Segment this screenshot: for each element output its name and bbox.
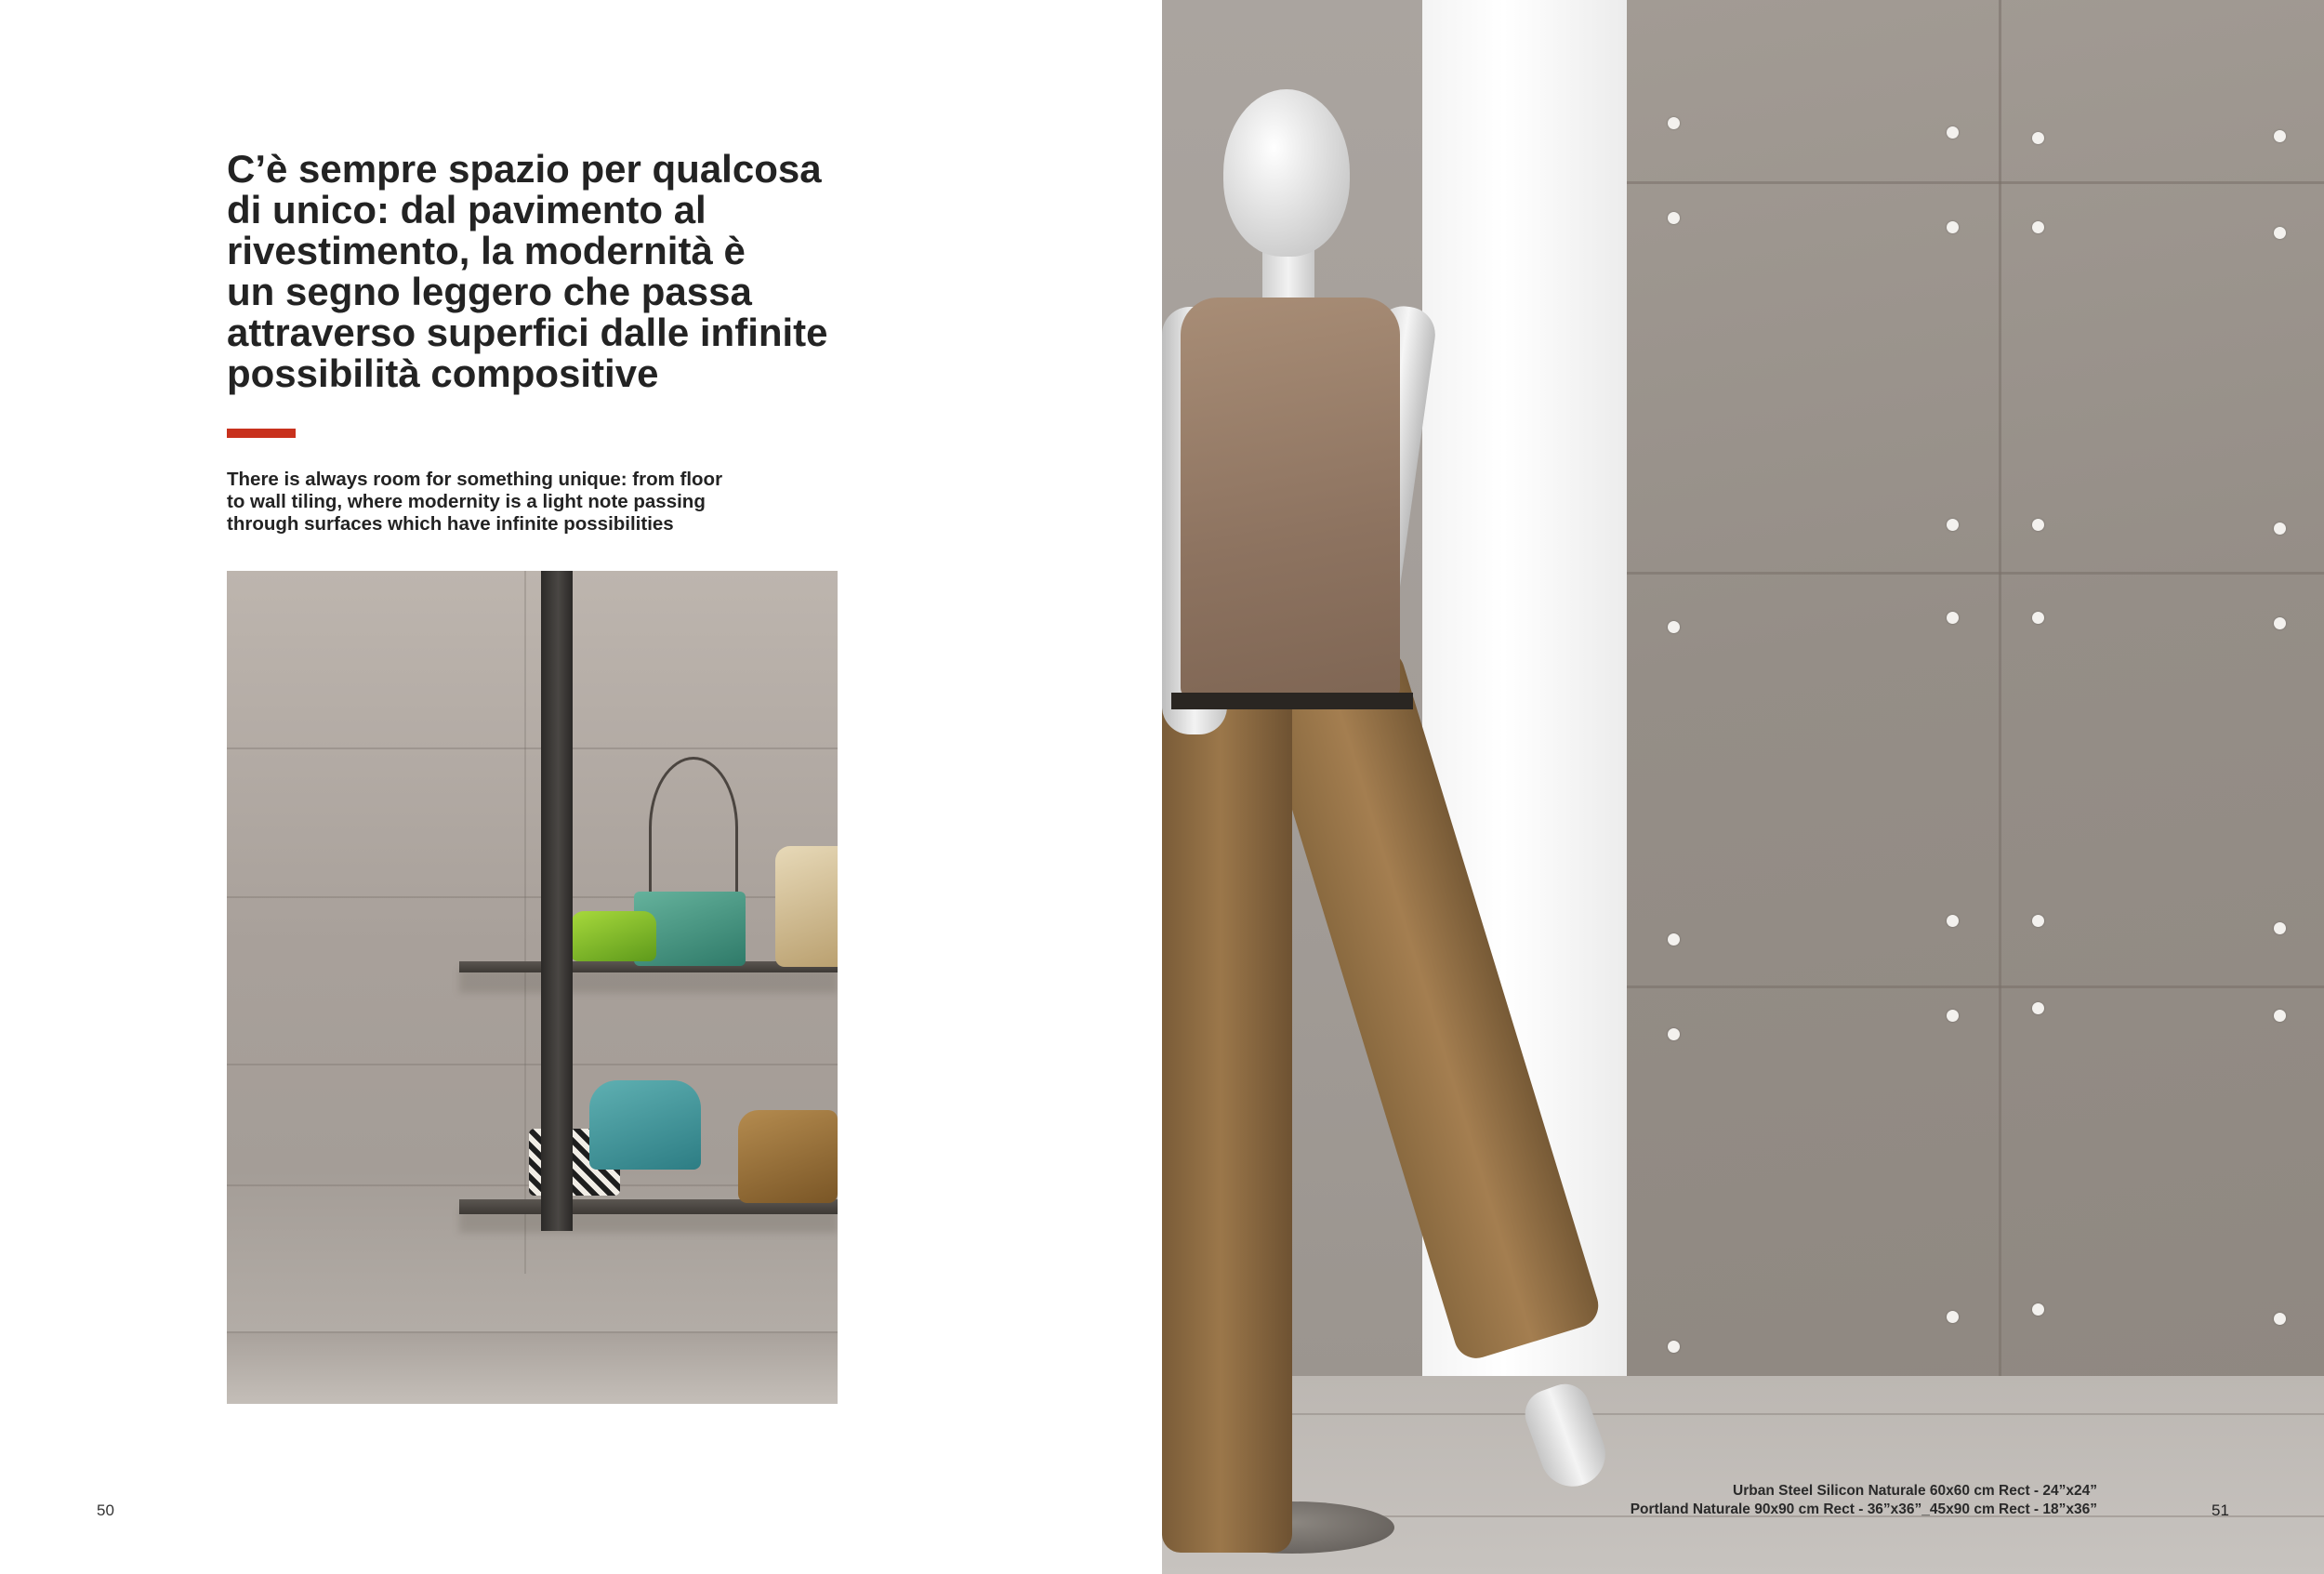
wall-bolt — [1947, 1311, 1959, 1323]
wall-bolt — [2032, 1002, 2044, 1014]
brown-bag — [738, 1110, 838, 1203]
wall-seam — [1999, 0, 2001, 1395]
wall-bolt — [1668, 1341, 1680, 1353]
headline-line: rivestimento, la modernità è — [227, 229, 746, 272]
wall-tile-seam — [524, 571, 526, 1274]
wall-bolt — [1947, 915, 1959, 927]
caption-line: Portland Naturale 90x90 cm Rect - 36”x36”_45x90 cm Rect - 18”x36” — [1630, 1501, 2097, 1517]
wall-bolt — [1947, 612, 1959, 624]
headline-line: attraverso superfici dalle infinite — [227, 311, 828, 354]
wall-bolt — [1668, 212, 1680, 224]
page-number-right: 51 — [2212, 1501, 2229, 1519]
shelf-photo — [227, 571, 838, 1404]
wall-bolt — [2274, 130, 2286, 142]
wall-bolt — [1668, 1028, 1680, 1040]
wall-bolt — [2032, 1303, 2044, 1316]
mannequin-top — [1181, 298, 1400, 697]
wall-bolt — [1668, 117, 1680, 129]
wall-tile-seam — [227, 1064, 838, 1065]
wall-tile-seam — [227, 896, 838, 898]
dark-pole — [541, 571, 573, 1231]
wall-bolt — [1947, 126, 1959, 139]
concrete-wall — [1627, 0, 2324, 1395]
wall-bolt — [2032, 519, 2044, 531]
wall-bolt — [2274, 227, 2286, 239]
headline-line: un segno leggero che passa — [227, 270, 752, 313]
caption-line: Urban Steel Silicon Naturale 60x60 cm Rect - 24”x24” — [1733, 1483, 2097, 1499]
headline-line: C’è sempre spazio per qualcosa — [227, 147, 822, 191]
wall-bolt — [2274, 922, 2286, 934]
mannequin-trouser-leg — [1162, 688, 1292, 1553]
wall-bolt — [2032, 221, 2044, 233]
subcopy-line: There is always room for something unique: from floor — [227, 469, 723, 490]
green-clutch — [571, 911, 656, 961]
mannequin-belt — [1171, 693, 1413, 709]
wall-bolt — [1947, 221, 1959, 233]
subcopy-line: to wall tiling, where modernity is a light note passing — [227, 491, 706, 512]
cream-bag — [775, 846, 838, 967]
product-caption — [1631, 1482, 2097, 1519]
wall-bolt — [2032, 132, 2044, 144]
wall-seam — [1627, 181, 2324, 184]
wall-bolt — [2274, 1010, 2286, 1022]
wall-bolt — [2274, 522, 2286, 535]
red-accent-rule — [227, 429, 296, 438]
floor-seam — [1162, 1413, 2324, 1415]
headline-line: possibilità compositive — [227, 351, 659, 395]
wall-tile-seam — [227, 747, 838, 749]
wall-bolt — [2032, 915, 2044, 927]
subcopy-english — [227, 469, 822, 536]
wall-bolt — [2274, 617, 2286, 629]
headline-line: di unico: dal pavimento al — [227, 188, 706, 231]
mannequin-head — [1223, 89, 1350, 257]
teal-handbag — [589, 1080, 701, 1170]
bag-strap — [649, 757, 738, 899]
wall-bolt — [2032, 612, 2044, 624]
subcopy-line: through surfaces which have infinite possibilities — [227, 513, 674, 535]
wall-bolt — [1947, 1010, 1959, 1022]
page-number-left: 50 — [97, 1501, 114, 1519]
wall-seam — [1627, 572, 2324, 575]
wall-bolt — [1668, 621, 1680, 633]
photo-floor — [227, 1331, 838, 1404]
wall-seam — [1627, 985, 2324, 988]
headline-italian — [227, 149, 896, 394]
right-page-photo — [1162, 0, 2324, 1574]
wall-bolt — [1947, 519, 1959, 531]
wall-bolt — [2274, 1313, 2286, 1325]
wall-bolt — [1668, 933, 1680, 946]
